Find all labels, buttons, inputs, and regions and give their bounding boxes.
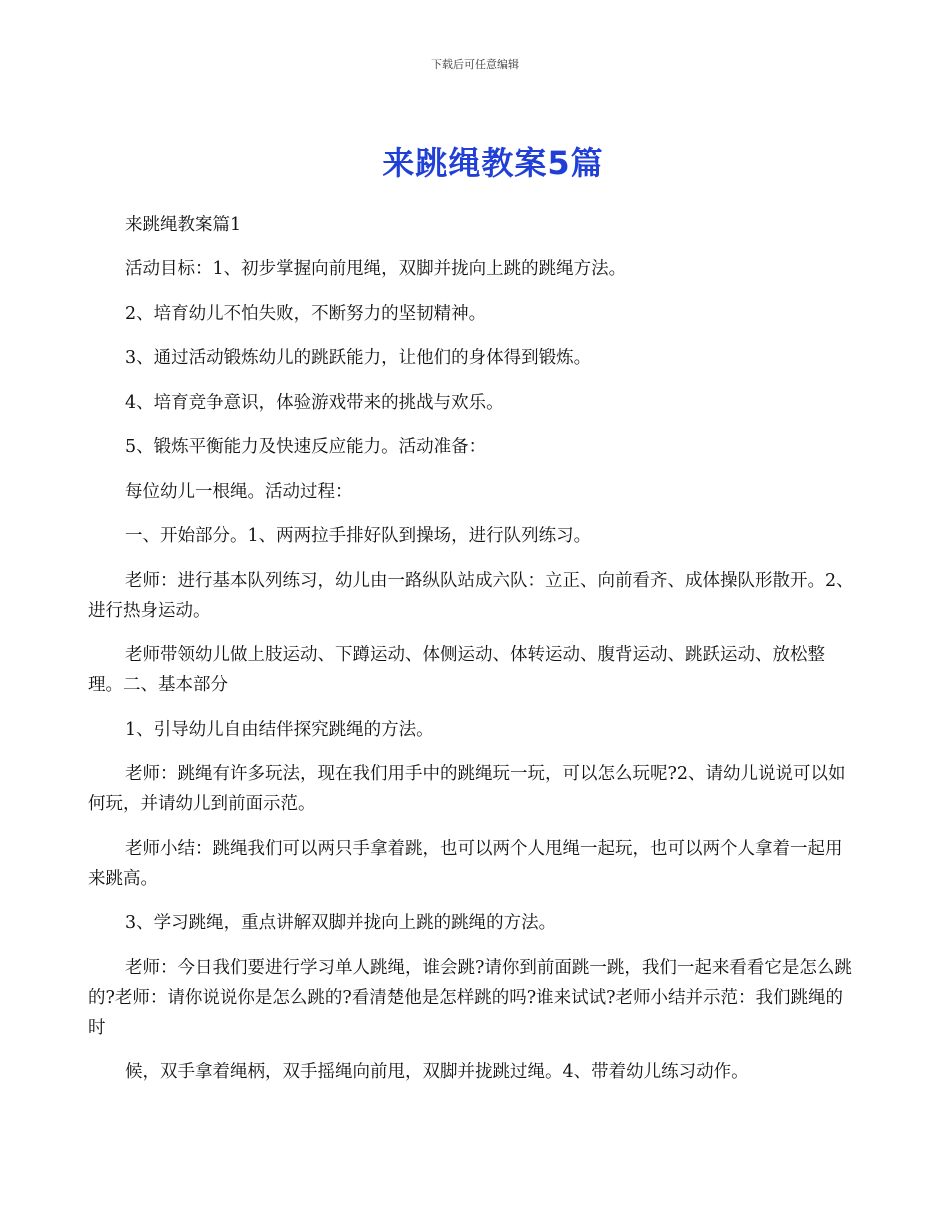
paragraph: 1、引导幼儿自由结伴探究跳绳的方法。 — [125, 719, 434, 740]
paragraph: 3、通过活动锻炼幼儿的跳跃能力，让他们的身体得到锻炼。 — [125, 348, 592, 368]
paragraph: 活动目标：1、初步掌握向前甩绳，双脚并拢向上跳的跳绳方法。 — [125, 259, 627, 279]
paragraph: 老师：进行基本队列练习，幼儿由一路纵队站成六队：立正、向前看齐、成体操队形散开。2、进行热身运动。 — [88, 570, 854, 621]
paragraph: 3、学习跳绳，重点讲解双脚并拢向上跳的跳绳的方法。 — [125, 913, 557, 933]
paragraph: 老师：今日我们要进行学习单人跳绳，谁会跳?请你到前面跳一跳，我们一起来看看它是怎么跳的?老师：请你说说你是怎么跳的?看清楚他是怎样跳的吗?谁来试试?老师小结并示范：我们跳绳的时 — [88, 957, 852, 1038]
paragraph: 4、培育竞争意识，体验游戏带来的挑战与欢乐。 — [125, 392, 504, 413]
paragraph: 一、开始部分。1、两两拉手排好队到操场，进行队列练习。 — [125, 526, 592, 546]
document-body — [88, 210, 858, 1102]
document-title: 来跳绳教案5篇 — [382, 144, 604, 182]
paragraph: 5、锻炼平衡能力及快速反应能力。活动准备： — [125, 437, 487, 457]
paragraph: 候，双手拿着绳柄，双手摇绳向前甩，双脚并拢跳过绳。4、带着幼儿练习动作。 — [125, 1062, 749, 1082]
section-heading: 来跳绳教案篇1 — [125, 215, 242, 235]
paragraph: 老师小结：跳绳我们可以两只手拿着跳，也可以两个人甩绳一起玩，也可以两个人拿着一起用来跳高。 — [88, 838, 843, 889]
paragraph: 老师带领幼儿做上肢运动、下蹲运动、体侧运动、体转运动、腹背运动、跳跃运动、放松整理。二、基本部分 — [88, 645, 825, 695]
paragraph: 每位幼儿一根绳。活动过程： — [125, 481, 353, 502]
paragraph: 老师：跳绳有许多玩法，现在我们用手中的跳绳玩一玩，可以怎么玩呢?2、请幼儿说说可以如何玩，并请幼儿到前面示范。 — [88, 764, 846, 814]
header-note: 下载后可任意编辑 — [431, 58, 519, 71]
paragraph: 2、培育幼儿不怕失败，不断努力的坚韧精神。 — [125, 303, 487, 324]
